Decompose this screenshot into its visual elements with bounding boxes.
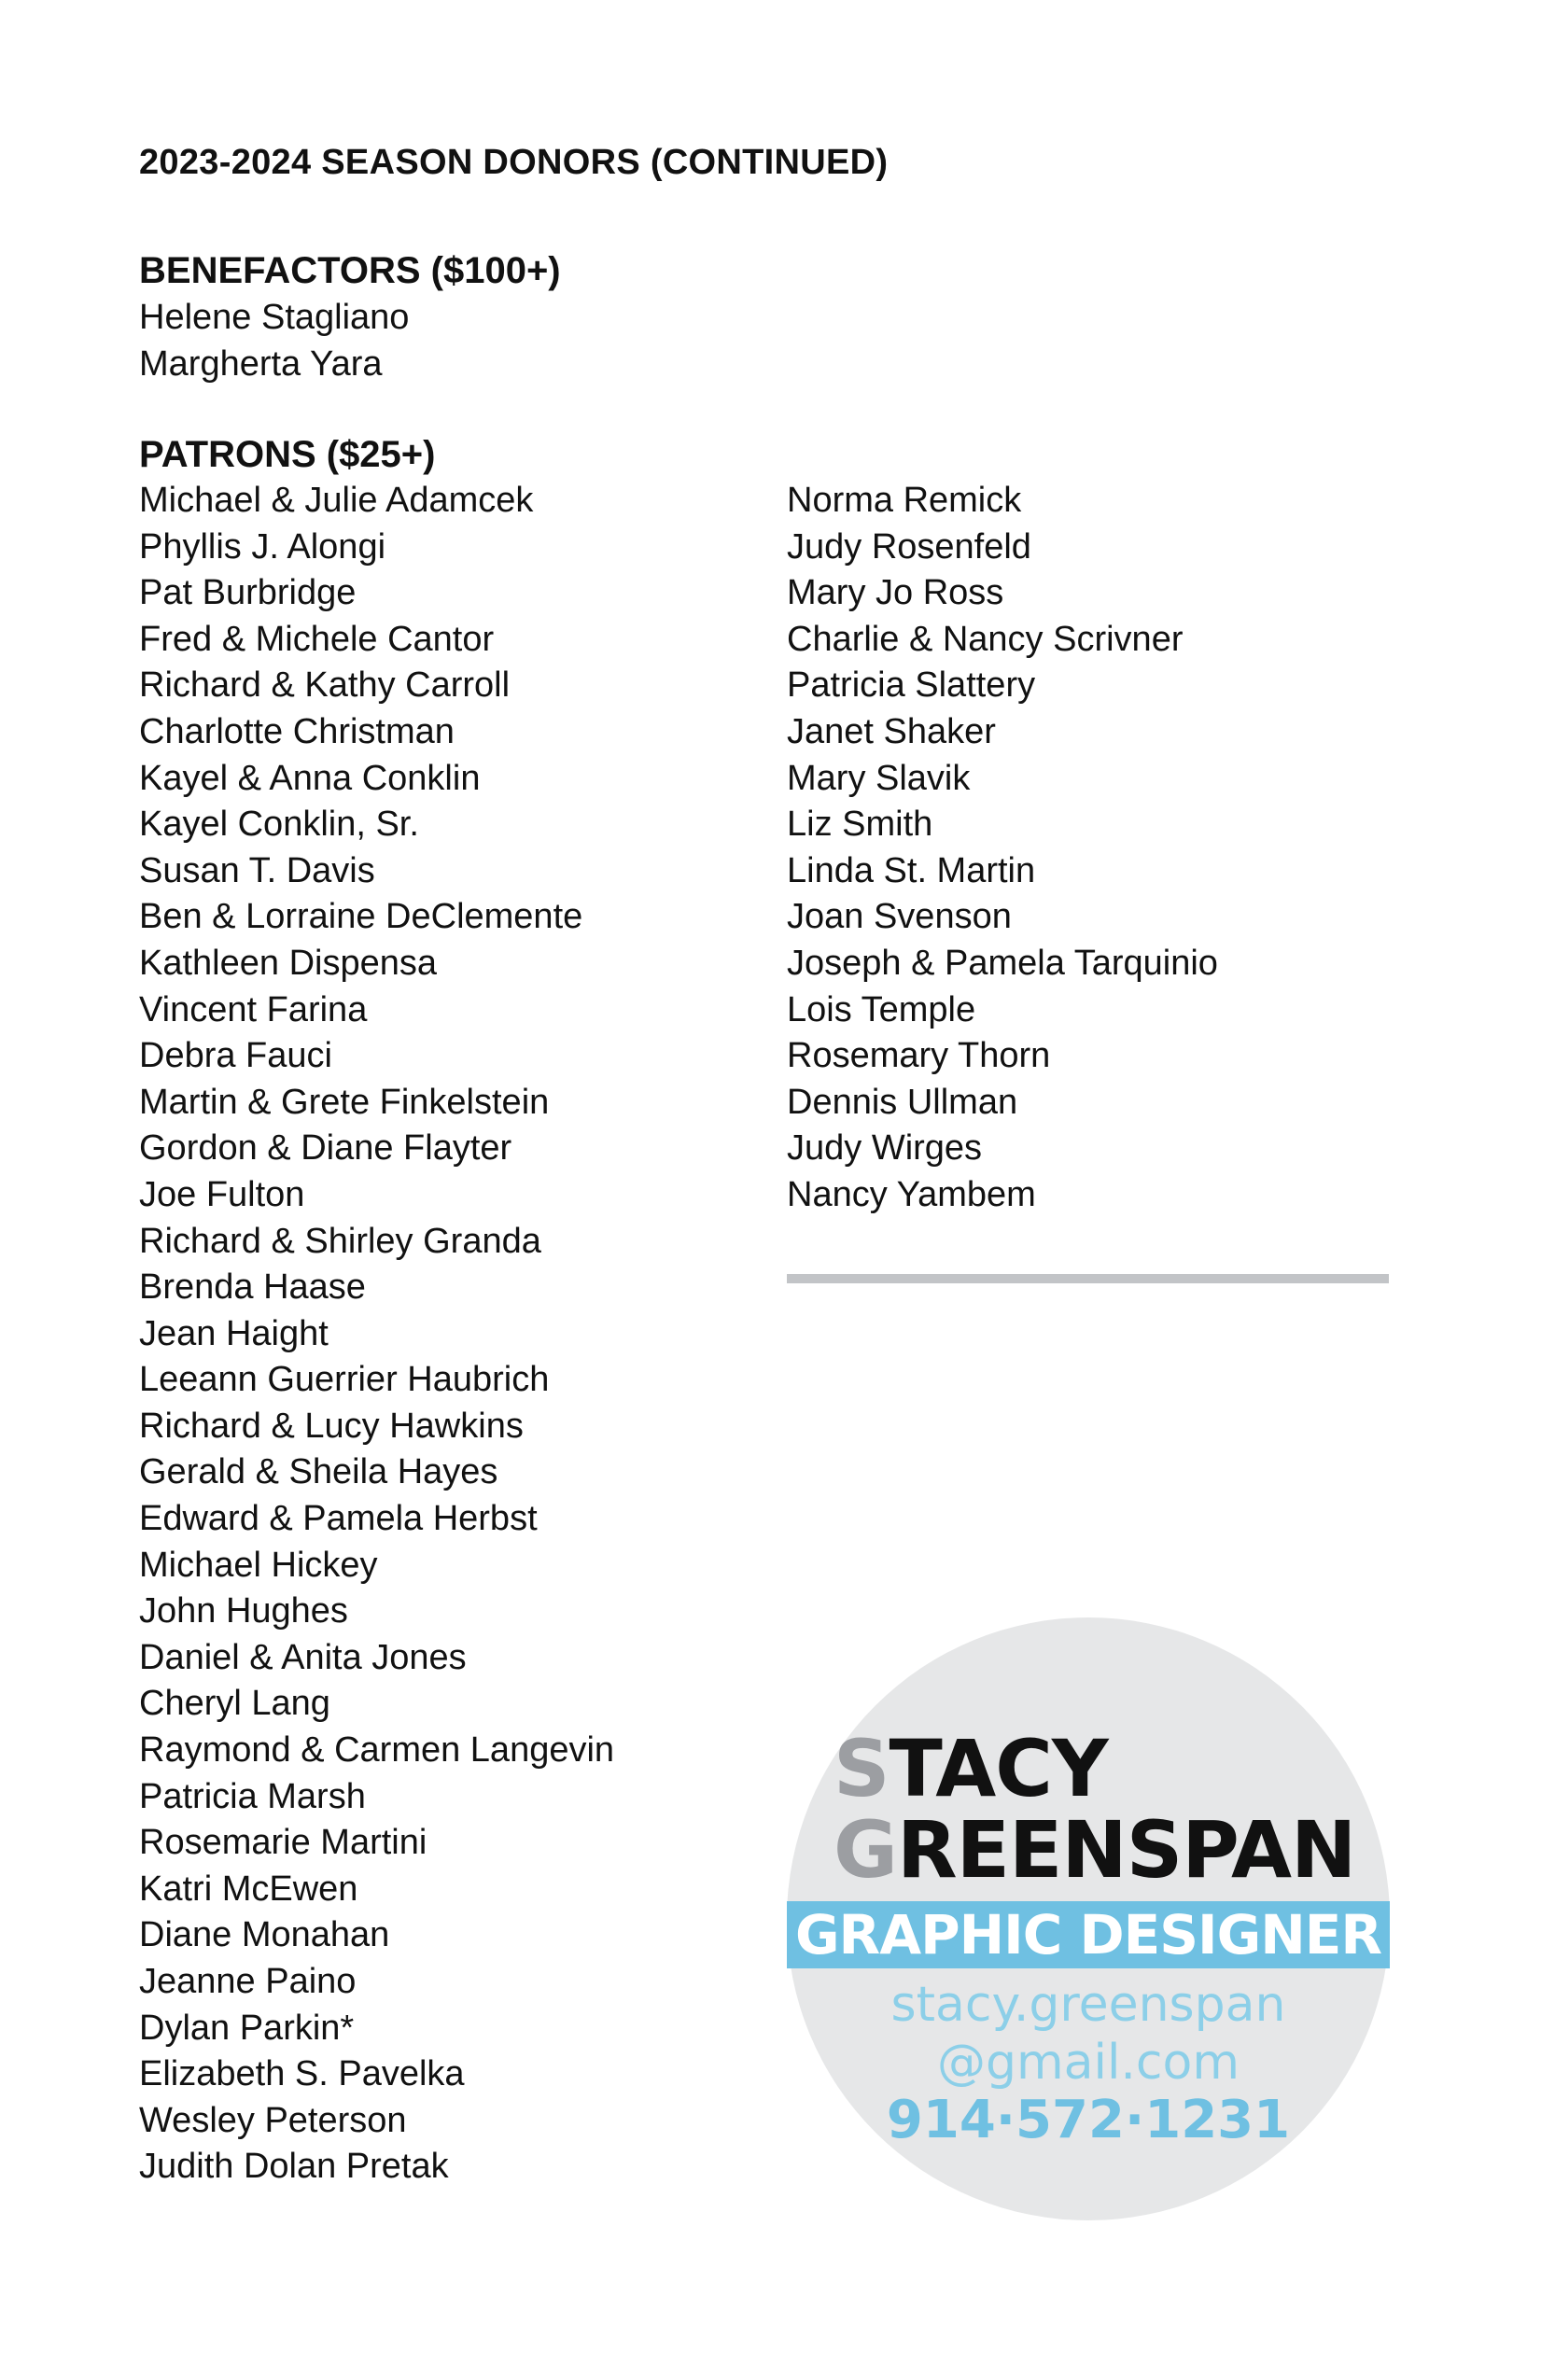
- list-item: Joe Fulton: [139, 1174, 305, 1214]
- list-item: Fred & Michele Cantor: [139, 619, 495, 659]
- list-item: Raymond & Carmen Langevin: [139, 1730, 615, 1771]
- list-item: Rosemary Thorn: [787, 1036, 1051, 1076]
- list-item: Debra Fauci: [139, 1036, 332, 1076]
- list-item: Wesley Peterson: [139, 2100, 407, 2140]
- list-item: Richard & Shirley Granda: [139, 1221, 541, 1261]
- list-item: Dennis Ullman: [787, 1082, 1018, 1122]
- list-item: Linda St. Martin: [787, 850, 1036, 890]
- list-item: Joan Svenson: [787, 897, 1012, 937]
- list-item: Mary Slavik: [787, 758, 971, 798]
- list-item: Helene Stagliano: [139, 298, 410, 337]
- list-item: Cheryl Lang: [139, 1684, 330, 1724]
- list-item: Edward & Pamela Herbst: [139, 1499, 538, 1539]
- patrons-heading: PATRONS ($25+): [139, 434, 436, 475]
- list-item: Richard & Kathy Carroll: [139, 665, 511, 706]
- list-item: Norma Remick: [787, 481, 1022, 520]
- list-item: Jeanne Paino: [139, 1962, 357, 2001]
- designer-email-line1: stacy.greenspan: [890, 1977, 1286, 2033]
- list-item: Mary Jo Ross: [787, 573, 1004, 613]
- list-item: Diane Monahan: [139, 1915, 390, 1955]
- list-item: Kayel & Anna Conklin: [139, 758, 481, 798]
- list-item: Michael Hickey: [139, 1545, 378, 1585]
- patrons-left-column: [139, 478, 614, 2191]
- list-item: Margherta Yara: [139, 343, 383, 384]
- list-item: Rosemarie Martini: [139, 1823, 427, 1863]
- designer-first-name: STACY: [834, 1723, 1108, 1814]
- designer-phone: 914·572·1231: [886, 2090, 1291, 2150]
- list-item: Judith Dolan Pretak: [139, 2147, 449, 2187]
- list-item: Gordon & Diane Flayter: [139, 1128, 512, 1169]
- list-item: Patricia Marsh: [139, 1776, 366, 1816]
- benefactors-heading: BENEFACTORS ($100+): [139, 250, 561, 291]
- designer-email-line2: @gmail.com: [936, 2035, 1240, 2091]
- list-item: Phyllis J. Alongi: [139, 526, 386, 567]
- list-item: Charlie & Nancy Scrivner: [787, 619, 1184, 659]
- list-item: Charlotte Christman: [139, 711, 455, 751]
- page-title: 2023-2024 SEASON DONORS (CONTINUED): [139, 143, 889, 182]
- list-item: Judy Wirges: [787, 1128, 983, 1169]
- list-item: Liz Smith: [787, 805, 933, 845]
- list-item: Leeann Guerrier Haubrich: [139, 1360, 550, 1400]
- list-item: Richard & Lucy Hawkins: [139, 1406, 524, 1446]
- list-item: Gerald & Sheila Hayes: [139, 1452, 498, 1492]
- list-item: Patricia Slattery: [787, 665, 1036, 706]
- list-item: Janet Shaker: [787, 711, 996, 751]
- list-item: Brenda Haase: [139, 1267, 366, 1308]
- patrons-right-column: [787, 478, 1218, 1219]
- list-item: Daniel & Anita Jones: [139, 1637, 467, 1677]
- list-item: Ben & Lorraine DeClemente: [139, 897, 583, 937]
- divider: [787, 1274, 1389, 1283]
- list-item: Judy Rosenfeld: [787, 526, 1031, 567]
- benefactors-list: [139, 295, 409, 387]
- designer-role-band: GRAPHIC DESIGNER: [787, 1901, 1390, 1968]
- list-item: Dylan Parkin*: [139, 2008, 355, 2048]
- list-item: Kayel Conklin, Sr.: [139, 805, 419, 845]
- list-item: Lois Temple: [787, 989, 976, 1029]
- list-item: Elizabeth S. Pavelka: [139, 2054, 465, 2094]
- list-item: Susan T. Davis: [139, 850, 375, 890]
- list-item: John Hughes: [139, 1591, 348, 1631]
- designer-last-name: GREENSPAN: [834, 1804, 1356, 1896]
- list-item: Kathleen Dispensa: [139, 943, 437, 983]
- list-item: Katri McEwen: [139, 1869, 358, 1909]
- list-item: Michael & Julie Adamcek: [139, 481, 534, 520]
- list-item: Vincent Farina: [139, 989, 368, 1029]
- list-item: Martin & Grete Finkelstein: [139, 1082, 550, 1122]
- list-item: Jean Haight: [139, 1313, 329, 1353]
- list-item: Joseph & Pamela Tarquinio: [787, 943, 1218, 983]
- list-item: Nancy Yambem: [787, 1174, 1036, 1214]
- list-item: Pat Burbridge: [139, 573, 357, 613]
